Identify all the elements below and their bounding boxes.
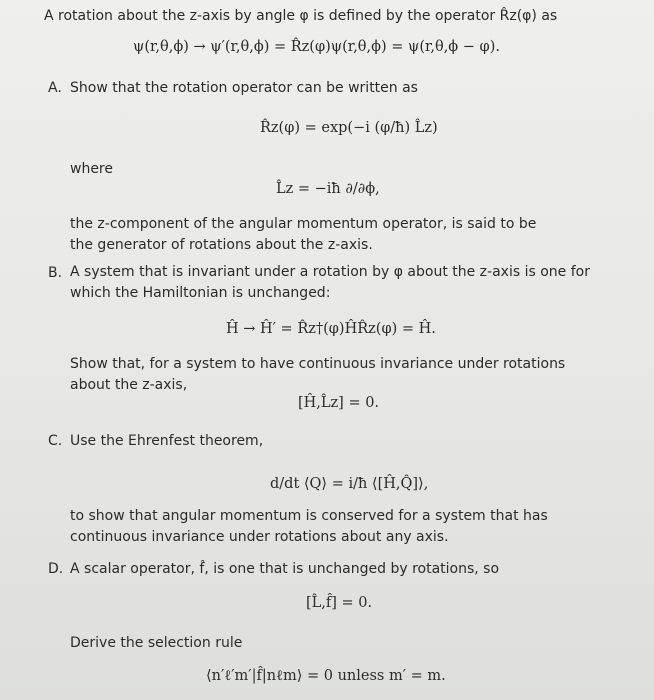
part-a-desc-line-2: the generator of rotations about the z-axis.	[70, 237, 373, 253]
part-d-derive: Derive the selection rule	[70, 635, 243, 651]
part-b-text	[70, 262, 590, 304]
part-c-description	[70, 506, 590, 548]
part-d-text: A scalar operator, f̂, is one that is unchanged by rotations, so	[70, 561, 500, 577]
part-b-show	[70, 354, 590, 396]
part-a-desc-line-1: the z-component of the angular momentum operator, is said to be	[70, 216, 537, 232]
part-a-equation-lz: L̂z = −iħ ∂/∂ϕ,	[276, 181, 380, 197]
intro-equation: ψ(r,θ,ϕ) → ψ′(r,θ,ϕ) = R̂z(φ)ψ(r,θ,ϕ) = ψ(r,θ,ϕ − φ).	[133, 39, 500, 55]
part-b-label: B.	[48, 265, 63, 281]
part-a-text: Show that the rotation operator can be written as	[70, 80, 418, 96]
part-a-description	[70, 214, 590, 256]
intro-text: A rotation about the z-axis by angle φ is defined by the operator R̂z(φ) as	[44, 8, 558, 24]
part-c-equation-ehrenfest: d/dt ⟨Q⟩ = i/ħ ⟨[Ĥ,Q̂]⟩,	[270, 476, 429, 492]
part-b-show-line-1: Show that, for a system to have continuous invariance under rotations	[70, 356, 566, 372]
part-d-equation-scalar: [L̂,f̂] = 0.	[306, 595, 373, 611]
part-d-label: D.	[48, 561, 64, 577]
part-b-text-line-1: A system that is invariant under a rotation by φ about the z-axis is one for	[70, 264, 590, 280]
part-c-desc-line-1: to show that angular momentum is conserved for a system that has	[70, 508, 548, 524]
part-b-equation-hamiltonian: Ĥ → Ĥ′ = R̂z†(φ)ĤR̂z(φ) = Ĥ.	[226, 321, 436, 337]
part-b-equation-commutator: [Ĥ,L̂z] = 0.	[298, 395, 380, 411]
part-a-where: where	[70, 161, 113, 177]
part-c-label: C.	[48, 433, 63, 449]
part-c-desc-line-2: continuous invariance under rotations about any axis.	[70, 529, 449, 545]
part-b-text-line-2: which the Hamiltonian is unchanged:	[70, 285, 331, 301]
part-a-equation-rotation: R̂z(φ) = exp(−i (φ/ħ) L̂z)	[260, 120, 438, 136]
part-b-show-line-2: about the z-axis,	[70, 377, 188, 393]
part-c-text: Use the Ehrenfest theorem,	[70, 433, 264, 449]
part-d-selection-rule: ⟨n′ℓ′m′|f̂|nℓm⟩ = 0 unless m′ = m.	[206, 668, 446, 684]
part-a-label: A.	[48, 80, 62, 96]
